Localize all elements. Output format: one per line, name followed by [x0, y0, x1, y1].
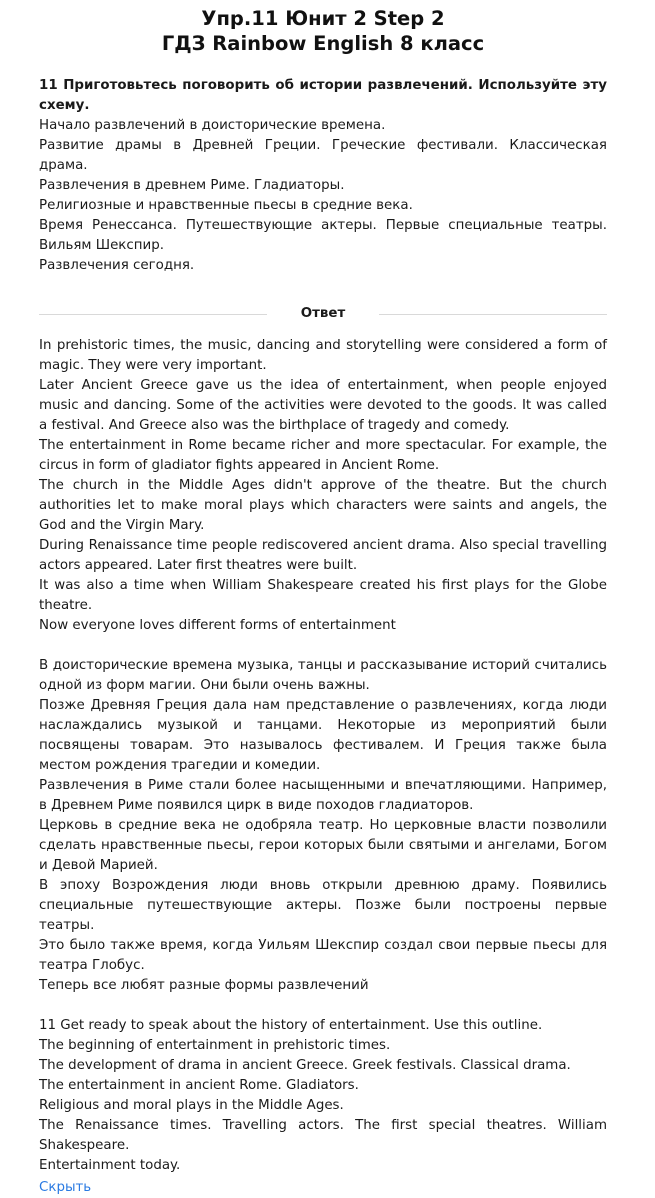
answer-paragraph: Это было также время, когда Уильям Шекспир создал свои первые пьесы для театра Глобус.: [39, 938, 607, 973]
translation-line: 11 Get ready to speak about the history of entertainment. Use this outline.: [39, 1018, 543, 1033]
translation-line: The beginning of entertainment in prehistoric times.: [39, 1038, 391, 1053]
answer-paragraph: Now everyone loves different forms of entertainment: [39, 618, 396, 633]
answer-paragraph: В эпоху Возрождения люди вновь открыли древнюю драму. Появились специальные путешествующие актеры. Позже были построены первые театры.: [39, 878, 607, 933]
answer-russian: [39, 656, 607, 996]
task-translation: [39, 1016, 607, 1176]
answer-paragraph: Развлечения в Риме стали более насыщенными и впечатляющими. Например, в Древнем Риме появился цирк в виде походов гладиаторов.: [39, 778, 607, 813]
translation-line: The development of drama in ancient Greece. Greek festivals. Classical drama.: [39, 1058, 571, 1073]
translation-line: Entertainment today.: [39, 1158, 181, 1173]
task-line: Начало развлечений в доисторические времена.: [39, 118, 386, 133]
spacer: [39, 636, 607, 656]
task-line: Развлечения в древнем Риме. Гладиаторы.: [39, 178, 345, 193]
answer-paragraph: Церковь в средние века не одобряла театр. Но церковные власти позволили сделать нравственные пьесы, герои которых были святыми и ангелами, Богом и Девой Марией.: [39, 818, 607, 873]
page-title: [39, 6, 607, 56]
task-line: Развлечения сегодня.: [39, 258, 195, 273]
task-line: Религиозные и нравственные пьесы в средние века.: [39, 198, 413, 213]
answer-english: [39, 336, 607, 636]
answer-paragraph: Later Ancient Greece gave us the idea of entertainment, when people enjoyed music and dancing. Some of the activities were devoted to the goods. It was called a festival. And Greece also was the birthplace of tragedy and comedy.: [39, 378, 607, 433]
translation-line: Religious and moral plays in the Middle Ages.: [39, 1098, 344, 1113]
answer-paragraph: In prehistoric times, the music, dancing and storytelling were considered a form of magic. They were very important.: [39, 338, 607, 373]
task-line: Время Ренессанса. Путешествующие актеры. Первые специальные театры. Вильям Шекспир.: [39, 218, 607, 253]
hide-answer-link[interactable]: Скрыть: [39, 1180, 92, 1195]
answer-divider: [39, 304, 607, 324]
task-block: [39, 76, 607, 276]
task-heading: 11 Приготовьтесь поговорить об истории развлечений. Используйте эту схему.: [39, 78, 607, 113]
page-title-line-1: Упр.11 Юнит 2 Step 2: [201, 7, 445, 30]
answer-paragraph: The church in the Middle Ages didn't approve of the theatre. But the church authorities let to make moral plays which characters were saints and angels, the God and the Virgin Mary.: [39, 478, 607, 533]
spacer: [39, 996, 607, 1016]
answer-paragraph: It was also a time when William Shakespeare created his first plays for the Globe theatre.: [39, 578, 607, 613]
task-line: Развитие драмы в Древней Греции. Греческие фестивали. Классическая драма.: [39, 138, 607, 173]
answer-paragraph: Позже Древняя Греция дала нам представление о развлечениях, когда люди наслаждались музыкой и танцами. Некоторые из мероприятий были посвящены товарам. Это называлось фестивалем. И Греция также была местом рождения трагедии и комедии.: [39, 698, 607, 773]
page-title-line-2: ГДЗ Rainbow English 8 класс: [161, 32, 485, 55]
divider-line-right: [379, 314, 607, 315]
answer-paragraph: The entertainment in Rome became richer and more spectacular. For example, the circus in form of gladiator fights appeared in Ancient Rome.: [39, 438, 607, 473]
answer-paragraph: Теперь все любят разные формы развлечений: [39, 978, 369, 993]
answer-paragraph: During Renaissance time people rediscovered ancient drama. Also special travelling actors appeared. Later first theatres were built.: [39, 538, 607, 573]
answer-label: Ответ: [300, 306, 346, 321]
divider-line-left: [39, 314, 267, 315]
answer-paragraph: В доисторические времена музыка, танцы и рассказывание историй считались одной из форм магии. Они были очень важны.: [39, 658, 607, 693]
translation-line: The entertainment in ancient Rome. Gladiators.: [39, 1078, 359, 1093]
translation-line: The Renaissance times. Travelling actors. The first special theatres. William Shakespeare.: [39, 1118, 607, 1153]
